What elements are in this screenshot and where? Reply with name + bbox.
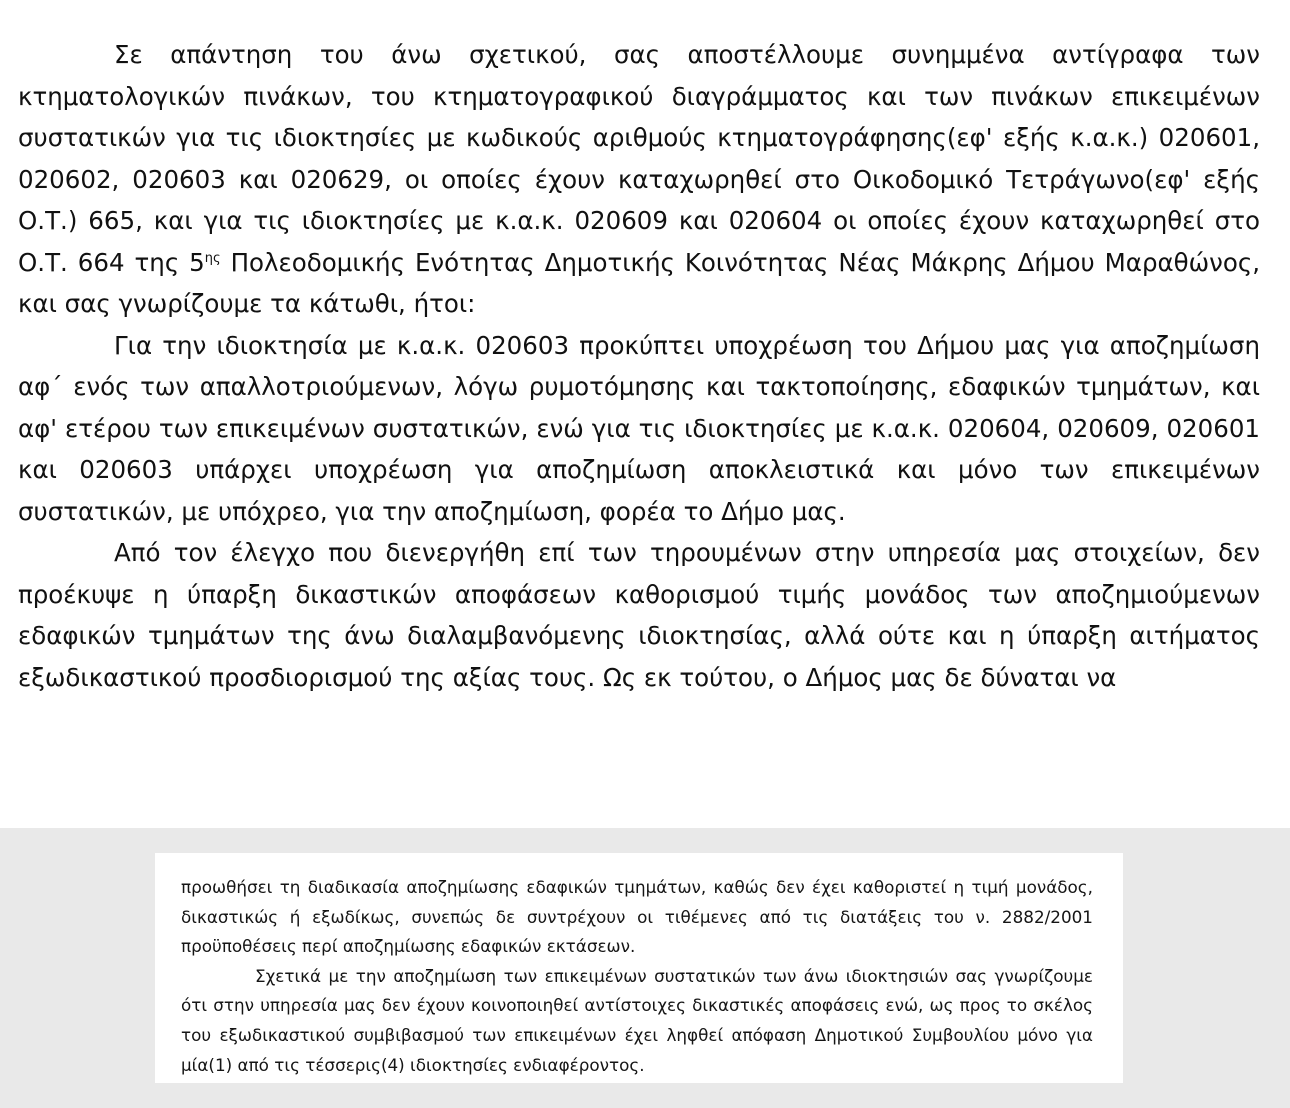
- ordinal-superscript: ης: [204, 250, 221, 266]
- continuation-excerpt: [155, 853, 1123, 1083]
- continuation-body: [181, 873, 1093, 1080]
- continuation-paragraph-2: Σχετικά με την αποζημίωση των επικειμένων συστατικών των άνω ιδιοκτησιών σας γνωρίζουμε ότι στην υπηρεσία μας δεν έχουν κοινοποιηθεί αντίστοιχες δικαστικές αποφάσεις ενώ, ως προς το σκέλος του εξωδικαστικού συμβιβασμού των επικειμένων έχει ληφθεί απόφαση Δημοτικού Συμβουλίου μόνο για μία(1) από τις τέσσερις(4) ιδιοκτησίες ενδιαφέροντος.: [181, 965, 1093, 1075]
- letter-body: [18, 34, 1260, 698]
- paragraph-1-text-start: Σε απάντηση του άνω σχετικού, σας αποστέλλουμε συνημμένα αντίγραφα των κτηματολογικών πινάκων, του κτηματογραφικού διαγράμματος και των πινάκων επικειμένων συστατικών για τις ιδιοκτησίες με κωδικούς αριθμούς κτηματογράφησης(εφ' εξής κ.α.κ.) 020601, 020602, 020603 και 020629, οι οποίες έχουν καταχωρηθεί στο Οικοδομικό Τετράγωνο(εφ' εξής Ο.Τ.) 665, και για τις ιδιοκτησίες με κ.α.κ. 020609 και 020604 οι οποίες έχουν καταχωρηθεί στο Ο.Τ. 664 της 5: [18, 40, 1260, 277]
- letter-paragraph-1: [18, 34, 1260, 325]
- paragraph-1-text-end: Πολεοδομικής Ενότητας Δημοτικής Κοινότητας Νέας Μάκρης Δήμου Μαραθώνος, και σας γνωρίζουμε τα κάτωθι, ήτοι:: [18, 247, 1260, 318]
- letter-paragraph-2: Για την ιδιοκτησία με κ.α.κ. 020603 προκύπτει υποχρέωση του Δήμου μας για αποζημίωση αφ΄ ενός των απαλλοτριούμενων, λόγω ρυμοτόμησης και τακτοποίησης, εδαφικών τμημάτων, και αφ' ετέρου των επικειμένων συστατικών, ενώ για τις ιδιοκτησίες με κ.α.κ. 020604, 020609, 020601 και 020603 υπάρχει υποχρέωση για αποζημίωση αποκλειστικά και μόνο των επικειμένων συστατικών, με υπόχρεο, για την αποζημίωση, φορέα το Δήμο μας.: [18, 330, 1260, 526]
- letter-paragraph-3: Από τον έλεγχο που διενεργήθη επί των τηρουμένων στην υπηρεσία μας στοιχείων, δεν προέκυψε η ύπαρξη δικαστικών αποφάσεων καθορισμού τιμής μονάδος των αποζημιούμενων εδαφικών τμημάτων της άνω διαλαμβανόμενης ιδιοκτησίας, αλλά ούτε και η ύπαρξη αιτήματος εξωδικαστικού προσδιορισμού της αξίας τους. Ως εκ τούτου, ο Δήμος μας δε δύναται να: [18, 538, 1260, 692]
- continuation-paragraph-1: προωθήσει τη διαδικασία αποζημίωσης εδαφικών τμημάτων, καθώς δεν έχει καθοριστεί η τιμή μονάδος, δικαστικώς ή εξωδίκως, συνεπώς δε συντρέχουν οι τιθέμενες από τις διατάξεις του ν. 2882/2001 προϋποθέσεις περί αποζημίωσης εδαφικών εκτάσεων.: [181, 877, 1093, 957]
